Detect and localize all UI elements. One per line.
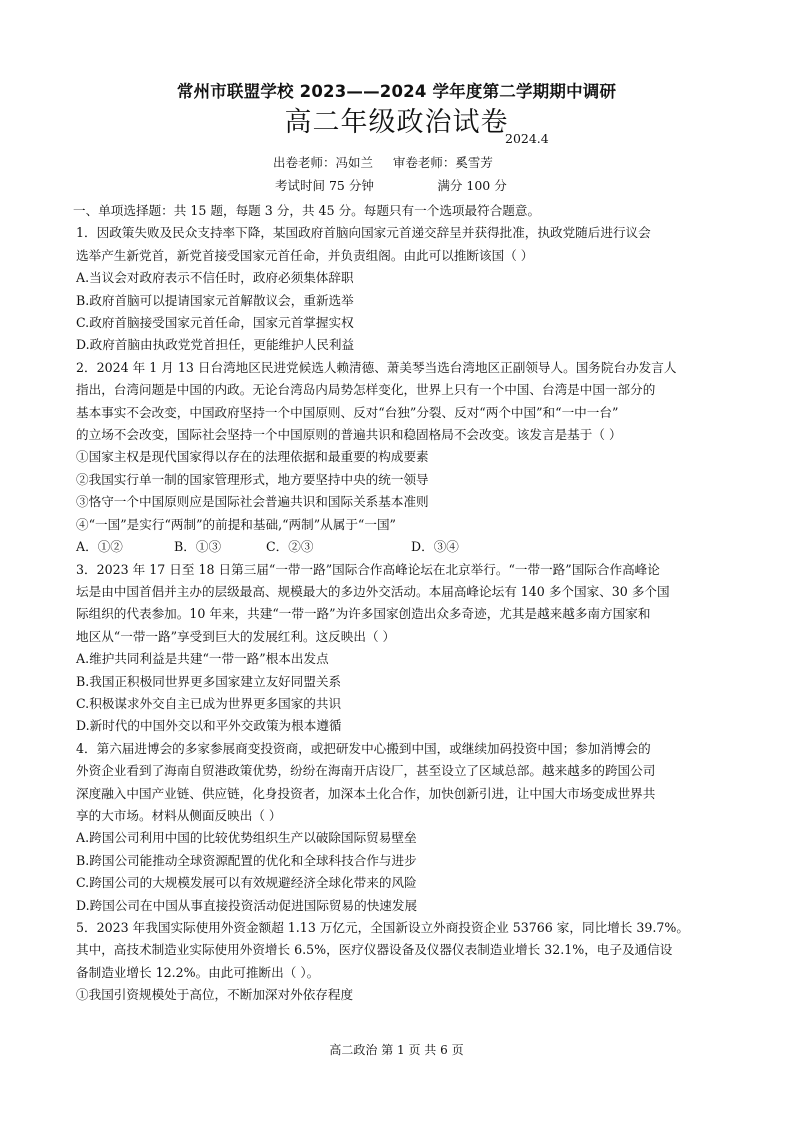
school-title: 常州市联盟学校 2023——2024 学年度第二学期期中调研: [176, 82, 617, 101]
q1-option-c: C.政府首脑接受国家元首任命，国家元首掌握实权: [76, 315, 354, 331]
q2-item-1: ①国家主权是现代国家得以存在的法理依据和最重要的构成要素: [76, 449, 429, 465]
exam-date: 2024.4: [505, 131, 549, 146]
q3-stem-line: 3．2023 年 17 日至 18 日第三届“一带一路”国际合作高峰论坛在北京举行。“一带一路”国际合作高峰论: [76, 561, 660, 577]
q3-stem-line: 坛是由中国首倡并主办的层级最高、规模最大的多边外交活动。本届高峰论坛有 140 多个国家、30 多个国: [76, 583, 670, 599]
q4-stem-line: 外资企业看到了海南自贸港政策优势，纷纷在海南开店设厂，甚至设立了区域总部。越来越多的跨国公司: [76, 763, 656, 779]
q2-stem-line: 2．2024 年 1 月 13 日台湾地区民进党候选人赖清德、萧美琴当选台湾地区正副领导人。国务院台办发言人: [76, 359, 677, 375]
q2-item-4: ④“一国”是实行“两制”的前提和基础,“两制”从属于“一国”: [76, 516, 396, 532]
q3-option-a: A.维护共同利益是共建“一带一路”根本出发点: [76, 651, 329, 667]
q3-option-c: C.积极谋求外交自主已成为世界更多国家的共识: [76, 695, 342, 711]
exam-info-line: 考试时间 75 分钟 满分 100 分: [275, 178, 507, 193]
q4-option-c: C.跨国公司的大规模发展可以有效规避经济全球化带来的风险: [76, 875, 417, 891]
q4-stem-line: 深度融入中国产业链、供应链，化身投资者，加深本土化合作，加快创新引进，让中国大市场变成世界共: [76, 785, 656, 801]
page-footer: 高二政治 第 1 页 共 6 页: [329, 1043, 464, 1057]
q4-option-b: B.跨国公司能推动全球资源配置的优化和全球科技合作与进步: [76, 852, 417, 868]
q5-item-1: ①我国引资规模处于高位，不断加深对外依存程度: [76, 987, 354, 1003]
q2-item-2: ②我国实行单一制的国家管理形式，地方要坚持中央的统一领导: [76, 471, 429, 487]
q2-options-row: [76, 536, 726, 558]
q4-stem-line: 4．第六届进博会的多家参展商变投资商，或把研发中心搬到中国，或继续加码投资中国；参加消博会的: [76, 740, 651, 756]
q5-stem-line: 5．2023 年我国实际使用外资金额超 1.13 万亿元，全国新设立外商投资企业 53766 家，同比增长 39.7%。: [76, 920, 689, 935]
q1-option-b: B.政府首脑可以提请国家元首解散议会，重新选举: [76, 292, 354, 308]
q3-option-d: D.新时代的中国外交以和平外交政策为根本遵循: [76, 718, 342, 734]
section-instruction: 一、单项选择题：共 15 题，每题 3 分，共 45 分。每题只有一个选项最符合题意。: [73, 203, 541, 218]
q2-stem-line: 指出，台湾问题是中国的内政。无论台湾岛内局势怎样变化，世界上只有一个中国、台湾是中国一部分的: [76, 382, 656, 398]
q2-option-b: B．①③: [174, 539, 222, 555]
q3-stem-line: 际组织的代表参加。10 年来，共建“一带一路”为许多国家创造出众多奇迹，尤其是越来越多南方国家和: [76, 606, 651, 622]
q2-option-d: D．③④: [411, 539, 459, 555]
q1-stem-line: 1．因政策失败及民众支持率下降，某国政府首脑向国家元首递交辞呈并获得批准，执政党随后进行议会: [76, 225, 651, 241]
q5-stem-line: 其中，高技术制造业实际使用外资增长 6.5%，医疗仪器设备及仪器仪表制造业增长 32.1%，电子及通信设: [76, 942, 673, 958]
q2-stem-line: 基本事实不会改变，中国政府坚持一个中国原则、反对“台独”分裂、反对“两个中国”和“一中一台”: [76, 404, 619, 420]
exam-title: 高二年级政治试卷: [284, 107, 509, 138]
q3-option-b: B.我国正积极同世界更多国家建立友好同盟关系: [76, 673, 342, 689]
q2-item-3: ③恪守一个中国原则应是国际社会普遍共识和国际关系基本准则: [76, 494, 429, 510]
q2-stem-line: 的立场不会改变，国际社会坚持一个中国原则的普遍共识和稳固格局不会改变。该发言是基于（ ）: [76, 427, 622, 443]
q1-stem-line: 选举产生新党首，新党首接受国家元首任命，并负责组阁。由此可以推断该国（ ）: [76, 247, 534, 263]
q1-option-a: A.当议会对政府表示不信任时，政府必须集体辞职: [76, 270, 354, 286]
q4-option-a: A.跨国公司利用中国的比较优势组织生产以破除国际贸易壁垒: [76, 830, 417, 846]
q2-option-c: C．②③: [266, 539, 314, 555]
q4-stem-line: 享的大市场。材料从侧面反映出（ ）: [76, 807, 282, 823]
q4-option-d: D.跨国公司在中国从事直接投资活动促进国际贸易的快速发展: [76, 897, 418, 913]
q5-stem-line: 备制造业增长 12.2%。由此可推断出（ ）。: [76, 964, 320, 980]
q2-option-a: A．①②: [76, 539, 123, 555]
question-body: [73, 200, 726, 1007]
q1-option-d: D.政府首脑由执政党党首担任，更能维护人民利益: [76, 337, 355, 353]
q3-stem-line: 地区从“一带一路”享受到巨大的发展红利。这反映出（ ）: [76, 628, 396, 644]
teachers-line: 出卷老师：冯如兰 审卷老师：奚雪芳: [273, 155, 493, 170]
